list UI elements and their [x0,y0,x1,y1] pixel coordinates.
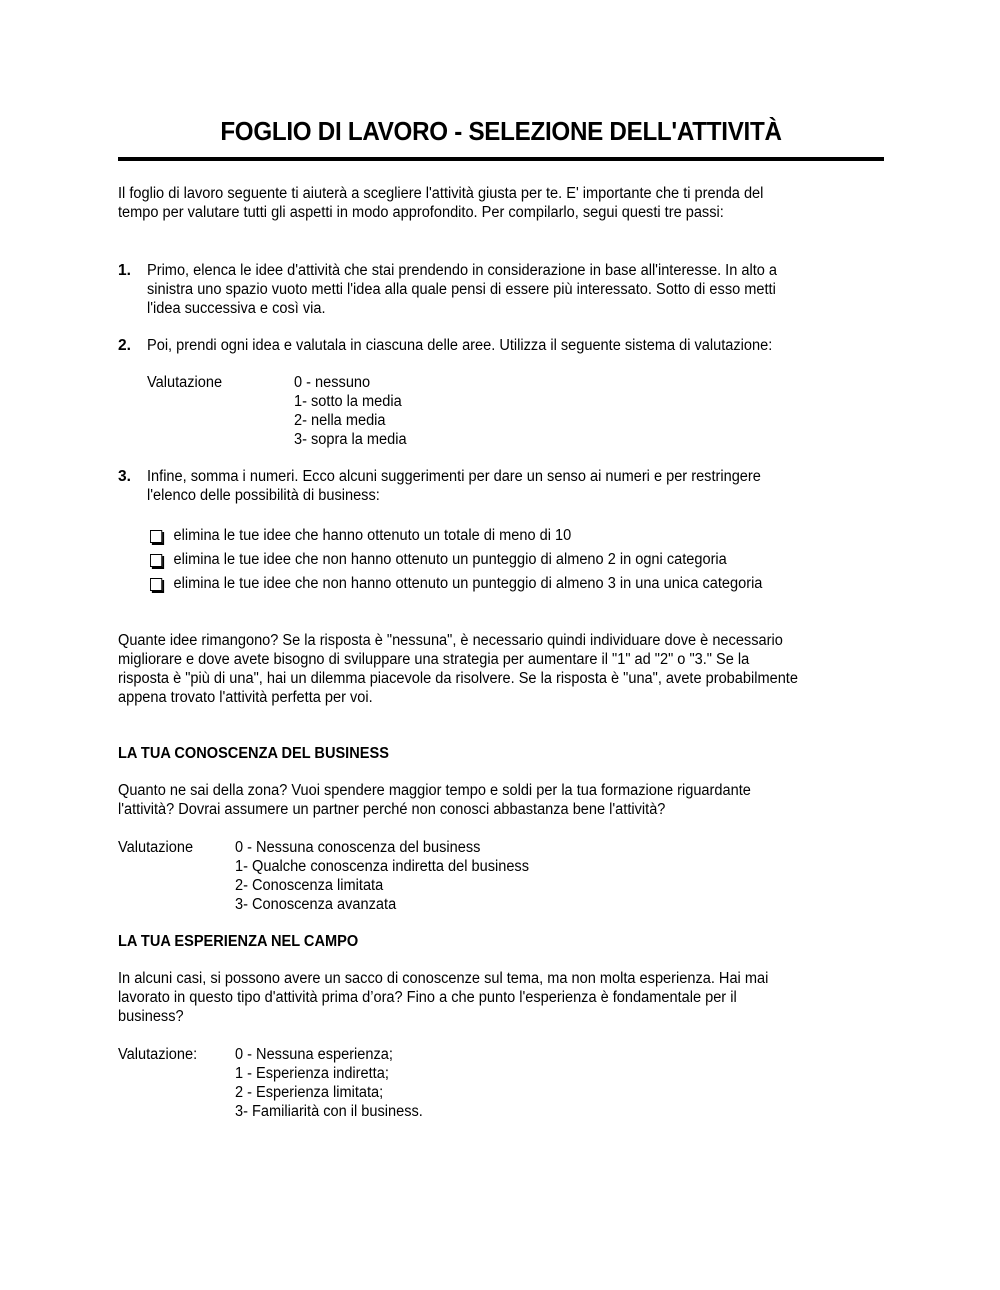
step-2-rating-label: Valutazione [147,374,223,391]
step-3-text [147,467,861,505]
rating-item: 0 - nessuno [294,374,371,391]
rating-item: 1- sotto la media [294,393,402,410]
section-experience-text [118,969,768,1026]
section-heading-experience: LA TUA ESPERIENZA NEL CAMPO [118,933,359,950]
summary-paragraph [118,631,798,707]
rating-item: 0 - Nessuna esperienza; [235,1046,393,1063]
step-line: Primo, elenca le idee d'attività che stai prendendo in considerazione in base all'interesse. In alto a [147,262,778,279]
summary-line: risposta è "più di una", hai un dilemma piacevole da risolvere. Se la risposta è "una", avete probabilmente [118,670,798,687]
checklist-label: elimina le tue idee che non hanno ottenuto un punteggio di almeno 3 in una unica categoria [173,575,763,592]
section-line: Quanto ne sai della zona? Vuoi spendere maggior tempo e soldi per la tua formazione riguardante [118,782,751,799]
checkbox-icon[interactable] [150,530,162,543]
section-knowledge-text [118,781,751,819]
checkbox-icon[interactable] [150,578,162,591]
summary-line: migliorare e dove avete bisogno di sviluppare una strategia per aumentare il "1" ad "2" o "3." Se la [118,651,750,668]
step-1-number: 1. [118,262,131,279]
checklist-label: elimina le tue idee che hanno ottenuto un totale di meno di 10 [173,527,572,544]
step-line: Poi, prendi ogni idea e valutala in ciascuna delle aree. Utilizza il seguente sistema di valutazione: [147,337,773,354]
rating-item: 2 - Esperienza limitata; [235,1084,384,1101]
section-knowledge-rating-label: Valutazione [118,839,194,856]
checklist [150,524,762,596]
step-2-number: 2. [118,337,131,354]
rating-item: 2- nella media [294,412,386,429]
checklist-item [150,572,762,596]
intro-line: tempo per valutare tutti gli aspetti in modo approfondito. Per compilarlo, segui questi tre passi: [118,204,724,221]
rating-item: 3- sopra la media [294,431,407,448]
section-line: In alcuni casi, si possono avere un sacco di conoscenze sul tema, ma non molta esperienza. Hai mai [118,970,769,987]
step-1-text [147,261,861,318]
intro-paragraph [118,184,763,222]
section-line: lavorato in questo tipo d'attività prima d’ora? Fino a che punto l'esperienza è fondamentale per il [118,989,737,1006]
section-line: business? [118,1008,184,1025]
step-2-rating-list [294,373,407,449]
rating-item: 3- Conoscenza avanzata [235,896,397,913]
summary-line: Quante idee rimangono? Se la risposta è "nessuna", è necessario quindi individuare dove è necessario [118,632,783,649]
checklist-label: elimina le tue idee che non hanno ottenuto un punteggio di almeno 2 in ogni categoria [173,551,727,568]
section-line: l'attività? Dovrai assumere un partner perché non conosci abbastanza bene l'attività? [118,801,666,818]
page-title: FOGLIO DI LAVORO - SELEZIONE DELL'ATTIVITÀ [220,116,782,146]
checklist-item [150,548,762,572]
step-line: l'elenco delle possibilità di business: [147,487,380,504]
step-3-number: 3. [118,468,131,485]
rating-item: 0 - Nessuna conoscenza del business [235,839,481,856]
section-experience-rating-list [235,1045,423,1121]
step-2-text [147,336,861,355]
step-line: sinistra uno spazio vuoto metti l'idea alla quale pensi di essere più interessato. Sotto di esso metti [147,281,776,298]
rating-item: 1- Qualche conoscenza indiretta del business [235,858,530,875]
rating-item: 2- Conoscenza limitata [235,877,384,894]
intro-line: Il foglio di lavoro seguente ti aiuterà a scegliere l'attività giusta per te. E' importante che ti prenda del [118,185,764,202]
rating-item: 3- Familiarità con il business. [235,1103,423,1120]
summary-line: appena trovato l'attività perfetta per voi. [118,689,373,706]
title-rule [118,157,884,161]
section-heading-knowledge: LA TUA CONOSCENZA DEL BUSINESS [118,745,389,762]
step-line: Infine, somma i numeri. Ecco alcuni suggerimenti per dare un senso ai numeri e per restringere [147,468,761,485]
section-experience-rating-label: Valutazione: [118,1046,198,1063]
rating-item: 1 - Esperienza indiretta; [235,1065,389,1082]
checkbox-icon[interactable] [150,554,162,567]
step-line: l'idea successiva e così via. [147,300,326,317]
checklist-item [150,524,762,548]
section-knowledge-rating-list [235,838,529,914]
